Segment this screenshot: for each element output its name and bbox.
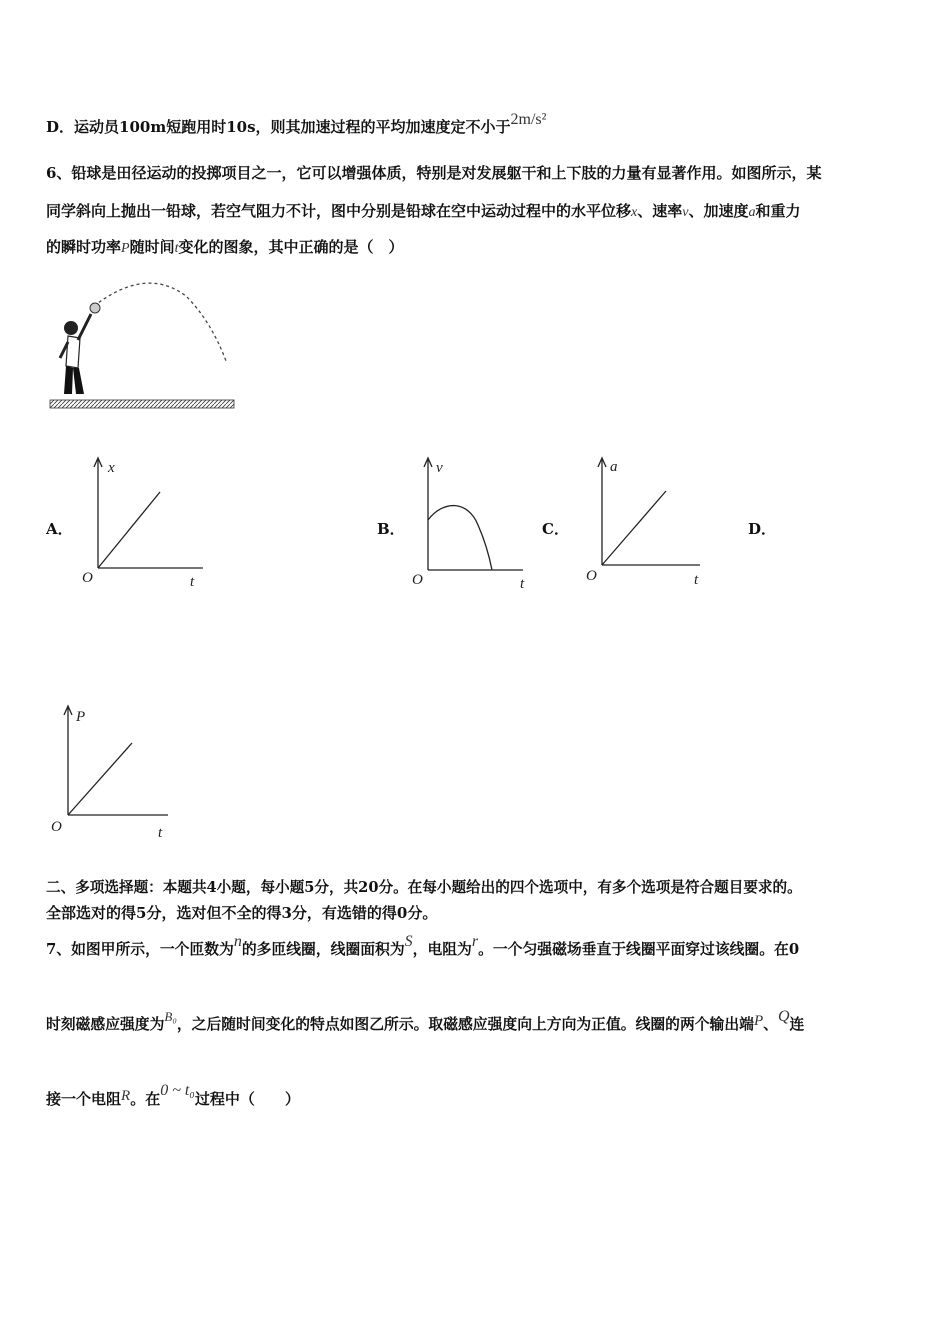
graph-b-origin: O <box>412 572 423 588</box>
symbol-t: t <box>174 241 179 256</box>
symbol-v: v <box>682 205 689 220</box>
graph-a-y-label: x <box>108 460 115 476</box>
q6-line-3-b: 随时间 <box>129 238 175 256</box>
graph-d-x-label: t <box>158 825 163 841</box>
symbol-b0: B₀ <box>164 1009 177 1024</box>
q6-line-2-b: 、速率 <box>637 202 683 220</box>
graph-b-y-label: v <box>436 460 443 476</box>
q5-option-d <box>46 111 547 137</box>
q6-line-3-a: 的瞬时功率 <box>46 238 122 256</box>
q7-line-1 <box>46 933 800 959</box>
symbol-r-resistor: R <box>121 1088 131 1104</box>
symbol-n: n <box>233 933 242 950</box>
q7-line-3-c: 过程中（ ） <box>194 1090 300 1108</box>
q7-line-2-b: ，之后随时间变化的特点如图乙所示。取磁感应强度向上方向为正值。线圈的两个输出端 <box>176 1016 754 1033</box>
graph-a <box>78 455 208 590</box>
q7-line-2-d: 连 <box>789 1016 805 1033</box>
shot-put-illustration <box>46 276 236 416</box>
option-d-label: D． <box>748 520 777 538</box>
symbol-a: a <box>748 205 756 220</box>
graph-c-y-label: a <box>610 459 618 475</box>
graph-d <box>48 700 178 840</box>
q7-line-1-b: 的多匝线圈，线圈面积为 <box>241 941 405 958</box>
symbol-s: S <box>404 933 413 950</box>
q7-line-3 <box>46 1082 300 1109</box>
q7-line-2-c: 、 <box>763 1016 778 1033</box>
graph-b-x-label: t <box>520 576 525 592</box>
option-b-label: B． <box>377 520 405 538</box>
q7-line-2-a: 时刻磁感应强度为 <box>46 1016 165 1033</box>
graph-c-origin: O <box>586 568 597 584</box>
q6-line-2-d: 和重力 <box>755 202 801 220</box>
graph-d-y-label: P <box>76 709 86 725</box>
symbol-p: P <box>121 241 130 256</box>
q6-line-2 <box>46 200 801 221</box>
section2-line-2: 全部选对的得5分，选对但不全的得3分，有选错的得0分。 <box>46 904 438 922</box>
q7-line-1-d: 。一个匀强磁场垂直于线圈平面穿过该线圈。在0 <box>478 941 800 958</box>
section2-line-1: 二、多项选择题：本题共4小题，每小题5分，共20分。在每小题给出的四个选项中，有多个选项是符合题目要求的。 <box>46 879 802 896</box>
graph-a-origin: O <box>82 570 93 586</box>
q7-line-1-a: 7、如图甲所示，一个匝数为 <box>46 941 234 958</box>
q6-line-3 <box>46 236 404 257</box>
graph-c <box>582 455 712 590</box>
graph-c-x-label: t <box>694 572 699 588</box>
symbol-p2: P <box>753 1013 764 1029</box>
q7-line-3-b: 。在 <box>130 1090 161 1108</box>
graph-b <box>408 455 538 590</box>
q7-line-3-a: 接一个电阻 <box>46 1090 122 1108</box>
symbol-r: r <box>471 933 479 950</box>
option-a-label: A． <box>46 520 73 538</box>
graph-a-x-label: t <box>190 574 195 590</box>
symbol-q: Q <box>777 1008 790 1025</box>
q5-option-d-text: D．运动员100m短跑用时10s，则其加速过程的平均加速度定不小于 <box>46 118 511 136</box>
graph-d-origin: O <box>51 819 62 835</box>
q6-line-2-c: 、加速度 <box>688 202 749 220</box>
q5-option-d-unit: 2m/s² <box>510 111 547 128</box>
q6-line-3-c: 变化的图象，其中正确的是（ ） <box>178 238 404 256</box>
q7-line-2 <box>46 1008 805 1034</box>
q6-line-1: 6、铅球是田径运动的投掷项目之一，它可以增强体质，特别是对发展躯干和上下肢的力量有显著作用。如图所示，某 <box>46 164 822 182</box>
q6-line-2-a: 同学斜向上抛出一铅球，若空气阻力不计，图中分别是铅球在空中运动过程中的水平位移 <box>46 202 632 220</box>
q7-line-1-c: ，电阻为 <box>412 941 472 958</box>
option-c-label: C． <box>542 520 569 538</box>
symbol-x: x <box>631 205 638 220</box>
symbol-time-range: 0 ~ t₀ <box>160 1082 195 1099</box>
